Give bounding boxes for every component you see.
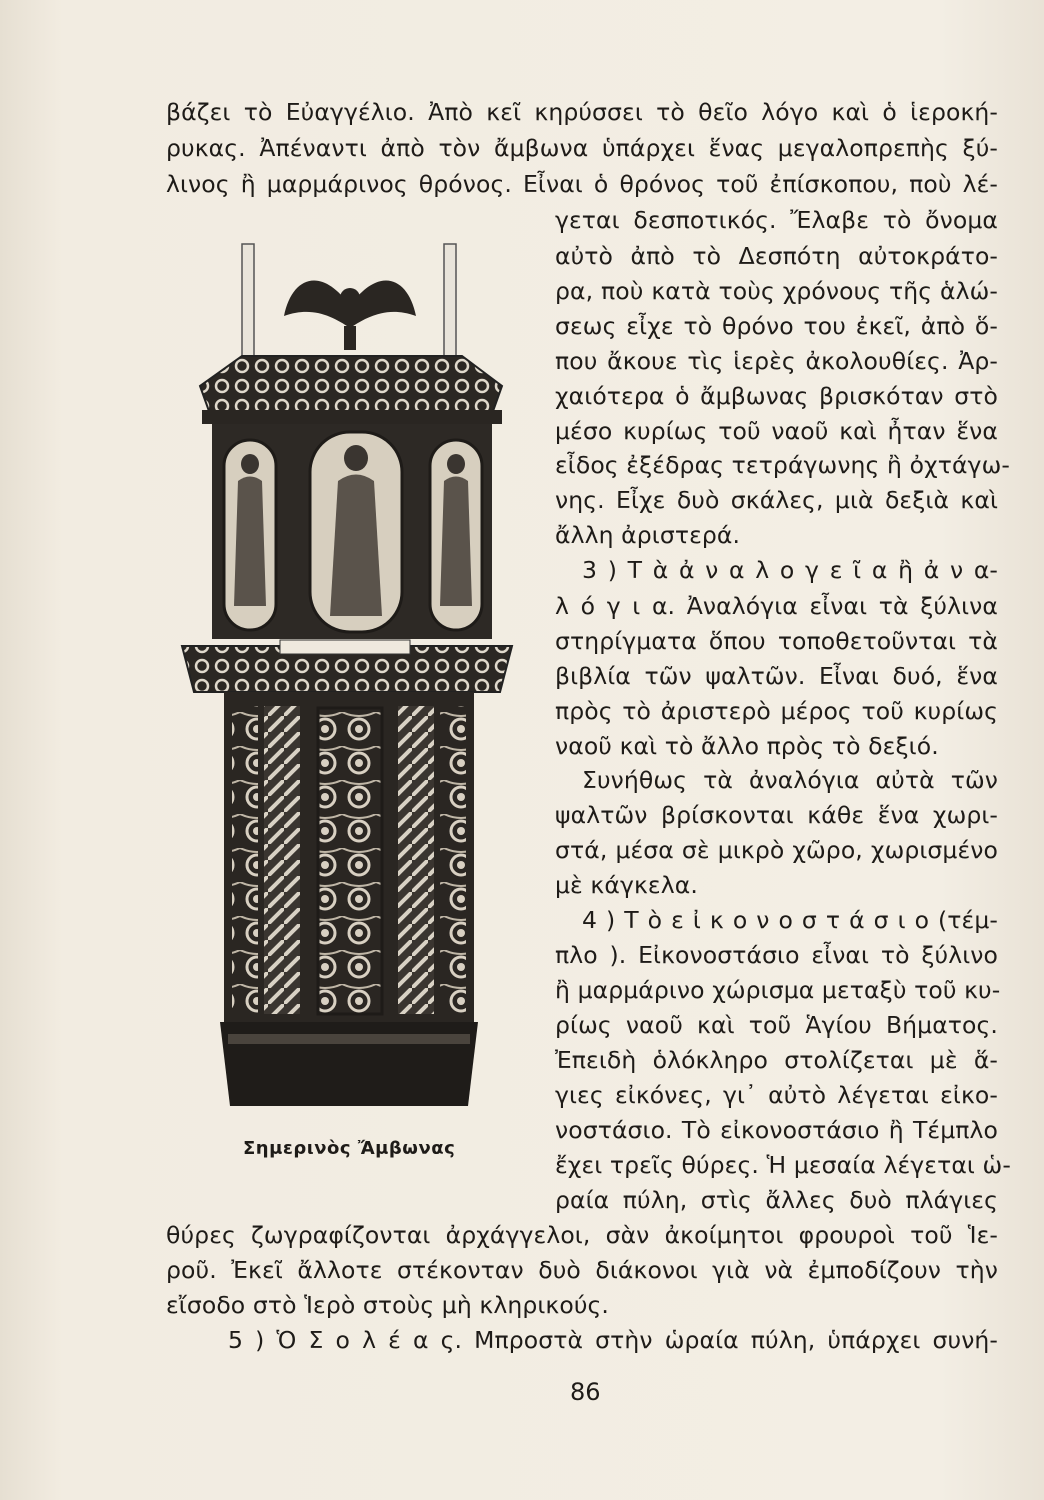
text-line: ρα, ποὺ κατὰ τοὺς χρόνους τῆς ἁλώ- [555,277,998,305]
section-heading-line: 4 ) Τ ὸ ε ἰ κ ο ν ο σ τ ά σ ι ο (τέμ- [582,906,998,934]
text-line: ρίως ναοῦ καὶ τοῦ Ἁγίου Βήματος. [555,1011,998,1039]
text-line: λινος ἢ μαρμάρινος θρόνος. Εἶναι ὁ θρόνος τοῦ ἐπίσκοπου, ποὺ λέ- [166,170,998,198]
text-line: στηρίγματα ὅπου τοποθετοῦνται τὰ [555,627,998,655]
text-line: βιβλία τῶν ψαλτῶν. Εἶναι δυό, ἕνα [555,662,998,690]
text-line: πρὸς τὸ ἀριστερὸ μέρος τοῦ κυρίως [555,697,998,725]
text-line: νης. Εἶχε δυὸ σκάλες, μιὰ δεξιὰ καὶ [555,486,998,514]
text-line: νοστάσιο. Τὸ εἰκονοστάσιο ἢ Τέμπλο [555,1116,998,1144]
text-line: εἶδος ἐξέδρας τετράγωνης ἢ ὀχτάγω- [555,451,1010,479]
text-line: που ἄκουε τὶς ἱερὲς ἀκολουθίες. Ἀρ- [555,347,998,375]
text-line: πλο ). Εἰκονοστάσιο εἶναι τὸ ξύλινο [555,941,998,969]
section-heading-line: 5 ) Ὁ Σ ο λ έ α ς. Μπροστὰ στὴν ὡραία πύλη, ὑπάρχει συνή- [228,1326,998,1354]
text-line: εἴσοδο στὸ Ἱερὸ στοὺς μὴ κληρικούς. [166,1291,610,1319]
text-line: ἢ μαρμάρινο χώρισμα μεταξὺ τοῦ κυ- [555,976,1001,1004]
text-line: βάζει τὸ Εὐαγγέλιο. Ἀπὸ κεῖ κηρύσσει τὸ θεῖο λόγο καὶ ὁ ἱεροκή- [166,98,998,126]
text-line: χαιότερα ὁ ἄμβωνας βρισκόταν στὸ [555,382,998,410]
text-line: ναοῦ καὶ τὸ ἄλλο πρὸς τὸ δεξιό. [555,732,939,760]
text-line: ψαλτῶν βρίσκονται κάθε ἕνα χωρι- [555,801,998,829]
text-line: ἄλλη ἀριστερά. [555,521,741,549]
text-line: ρυκας. Ἀπέναντι ἀπὸ τὸν ἄμβωνα ὑπάρχει ἕνας μεγαλοπρεπὴς ξύ- [166,134,998,162]
text-line: μὲ κάγκελα. [555,871,698,899]
text-line: αὐτὸ ἀπὸ τὸ Δεσπότη αὐτοκράτο- [555,242,998,270]
text-line: σεως εἶχε τὸ θρόνο του ἐκεῖ, ἀπὸ ὅ- [555,312,998,340]
text-line: γεται δεσποτικός. Ἔλαβε τὸ ὄνομα [555,206,998,234]
ambo-illustration [172,236,517,1108]
text-line: γιες εἰκόνες, γι᾿ αὐτὸ λέγεται εἰκο- [555,1081,998,1109]
text-line: μέσο κυρίως τοῦ ναοῦ καὶ ἦταν ἕνα [555,417,998,445]
text-line: ροῦ. Ἐκεῖ ἄλλοτε στέκονταν δυὸ διάκονοι γιὰ νὰ ἐμποδίζουν τὴν [166,1256,998,1284]
section-heading-line: 3 ) Τ ὰ ἀ ν α λ ο γ ε ῖ α ἢ ἀ ν α- [582,556,998,584]
text-line: στά, μέσα σὲ μικρὸ χῶρο, χωρισμένο [555,836,998,864]
text-line: ραία πύλη, στὶς ἄλλες δυὸ πλάγιες [555,1186,998,1214]
text-line: θύρες ζωγραφίζονται ἀρχάγγελοι, σὰν ἀκοίμητοι φρουροὶ τοῦ Ἱε- [166,1221,998,1249]
text-line: ἔχει τρεῖς θύρες. Ἡ μεσαία λέγεται ὡ- [555,1151,1011,1179]
figure-caption: Σημερινὸς Ἄμβωνας [243,1138,456,1159]
text-line: Ἐπειδὴ ὁλόκληρο στολίζεται μὲ ἅ- [555,1046,998,1074]
page-number: 86 [570,1378,601,1406]
text-line: Συνήθως τὰ ἀναλόγια αὐτὰ τῶν [582,766,998,794]
text-line: λ ό γ ι α. Ἀναλόγια εἶναι τὰ ξύλινα [555,592,998,620]
